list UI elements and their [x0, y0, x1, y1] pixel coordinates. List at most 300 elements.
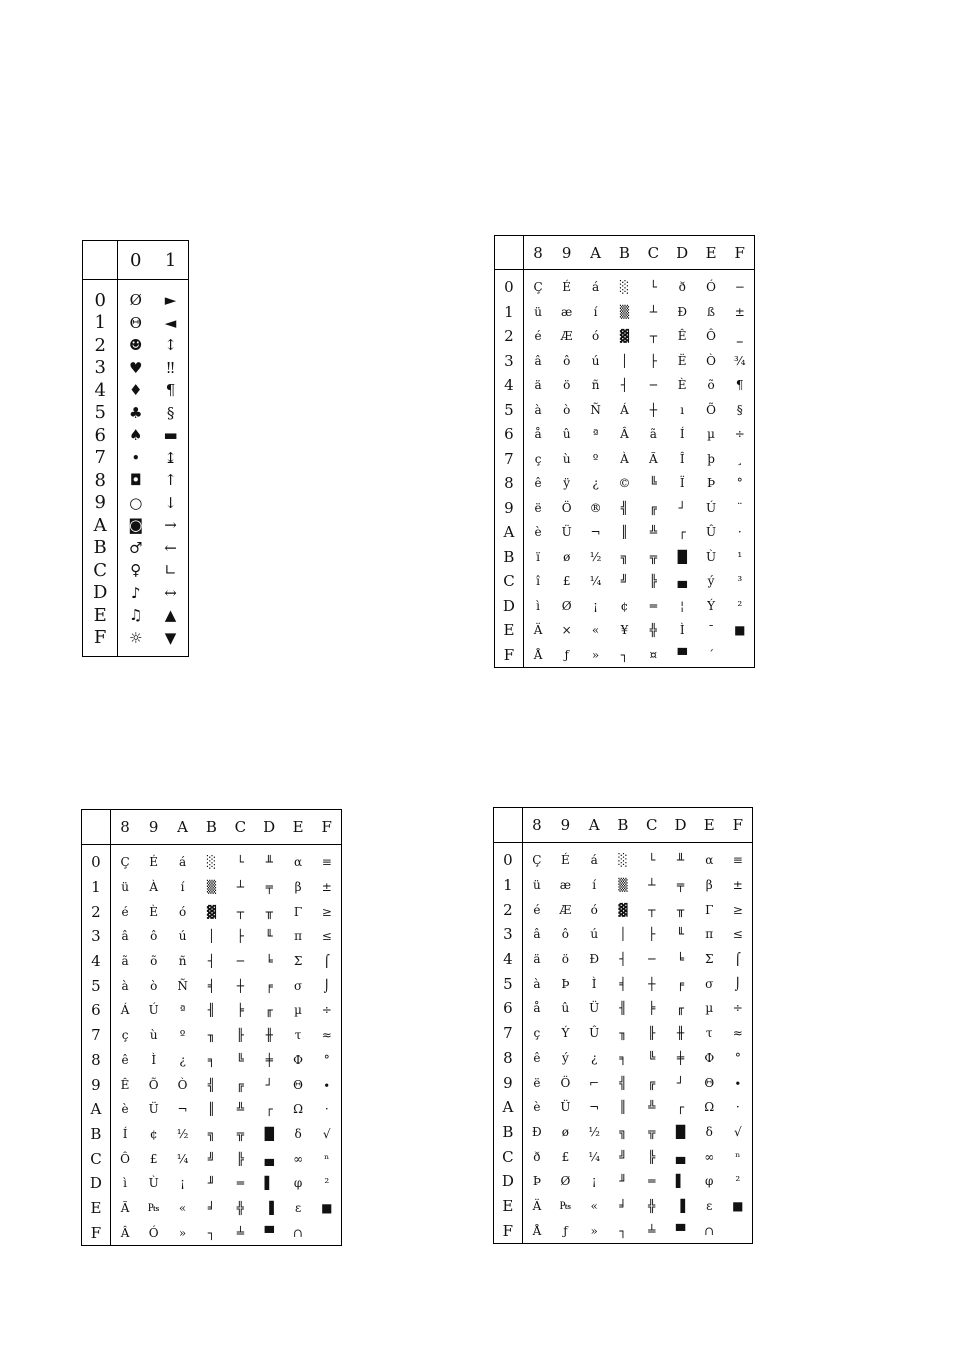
char-cell: å — [534, 427, 542, 442]
column-header: C — [226, 810, 255, 845]
table-row — [82, 1097, 342, 1122]
char-cell: â — [121, 929, 129, 944]
char-cell: ╟ — [648, 1026, 656, 1041]
row-header: 0 — [495, 270, 524, 300]
table-row — [494, 922, 753, 947]
corner-cell — [495, 236, 524, 270]
column-header: 1 — [153, 241, 188, 280]
char-cell: ╩ — [649, 525, 657, 540]
char-cell: α — [705, 853, 714, 868]
char-cell: ù — [562, 451, 571, 466]
char-cell: ñ — [591, 378, 600, 393]
char-cell: β — [705, 878, 713, 893]
char-cell: █ — [264, 1126, 274, 1141]
char-cell: ▒ — [619, 304, 630, 319]
table-row — [495, 447, 755, 472]
table-row — [494, 873, 753, 898]
char-cell: õ — [150, 954, 158, 969]
char-cell: ╡ — [619, 976, 627, 991]
char-cell: │ — [207, 929, 216, 944]
char-cell: ☻ — [129, 336, 143, 355]
char-cell: ° — [734, 1050, 741, 1065]
char-cell: á — [591, 280, 600, 295]
char-cell: ö — [561, 952, 570, 967]
char-cell: é — [534, 329, 542, 344]
table-row — [83, 492, 189, 515]
column-header-row — [494, 808, 753, 843]
table-row — [495, 643, 755, 668]
char-cell: Î — [679, 451, 685, 466]
char-cell: Ü — [561, 525, 572, 540]
char-cell: Ø — [561, 598, 572, 613]
char-cell: ≈ — [732, 1026, 743, 1041]
char-cell: ░ — [618, 853, 628, 868]
char-cell: π — [294, 929, 302, 944]
char-cell: ► — [164, 291, 177, 310]
char-cell: ê — [533, 1050, 541, 1065]
char-cell: È — [149, 904, 159, 919]
char-cell: µ — [294, 1003, 302, 1018]
char-cell: ┘ — [678, 500, 686, 515]
char-cell: § — [166, 403, 175, 422]
char-cell: ³ — [737, 574, 743, 589]
char-cell: ± — [321, 880, 332, 895]
char-cell: │ — [620, 353, 629, 368]
char-cell: β — [294, 880, 302, 895]
char-cell: â — [534, 353, 542, 368]
column-header: C — [639, 236, 668, 270]
char-cell: ý — [562, 1050, 569, 1065]
table-row — [494, 897, 753, 922]
char-cell: ├ — [649, 353, 657, 368]
char-cell: ì — [536, 598, 540, 613]
row-header: 4 — [495, 373, 524, 398]
char-cell: ¢ — [149, 1126, 158, 1141]
char-cell: ╛ — [619, 1198, 627, 1213]
char-cell: ┌ — [678, 525, 686, 540]
char-cell: â — [533, 927, 541, 942]
char-cell: ╦ — [648, 1124, 656, 1139]
table-row — [82, 1023, 342, 1048]
code-page-table-bottom-right — [493, 807, 753, 1244]
char-cell: ù — [149, 1028, 158, 1043]
char-cell: Ã — [120, 1200, 130, 1215]
row-header: E — [83, 604, 118, 627]
char-cell: Γ — [705, 902, 714, 917]
char-cell: ‼ — [166, 358, 175, 377]
char-cell: ¬ — [177, 1102, 188, 1117]
char-cell: Æ — [559, 902, 572, 917]
char-cell: é — [121, 904, 129, 919]
row-header: 1 — [494, 873, 523, 898]
char-cell: ╫ — [265, 1028, 273, 1043]
char-cell: ╨ — [676, 853, 685, 868]
char-cell: τ — [705, 1026, 713, 1041]
char-cell: Ë — [677, 353, 687, 368]
char-cell: ▌ — [264, 1176, 274, 1191]
char-cell: ¨ — [736, 500, 743, 515]
char-cell: ▄ — [264, 1151, 274, 1166]
char-cell: ┴ — [648, 878, 656, 893]
char-cell: ¡ — [593, 598, 598, 613]
row-header: E — [495, 618, 524, 643]
char-cell: φ — [705, 1174, 714, 1189]
char-cell: σ — [293, 978, 303, 993]
char-cell: ò — [150, 978, 158, 993]
char-cell: ö — [563, 378, 571, 393]
char-cell: ┌ — [265, 1102, 273, 1117]
char-cell: ⁿ — [324, 1151, 330, 1166]
column-header-row — [82, 810, 342, 845]
code-page-table-bottom-left — [81, 809, 342, 1246]
char-cell: Þ — [707, 476, 716, 491]
char-cell: Φ — [704, 1050, 715, 1065]
char-cell: ↓ — [164, 493, 177, 512]
char-cell: É — [562, 280, 572, 295]
char-cell: Þ — [561, 976, 570, 991]
char-cell: ≈ — [321, 1028, 332, 1043]
table-row — [495, 618, 755, 643]
char-cell: ↕ — [164, 336, 177, 355]
char-cell: ╖ — [619, 1026, 627, 1041]
char-cell: ò — [563, 402, 571, 417]
char-cell: ╔ — [648, 1075, 656, 1090]
char-cell: ¿ — [592, 476, 599, 491]
table-row — [82, 1171, 342, 1196]
char-cell: ⌡ — [323, 978, 330, 993]
char-cell: ▓ — [206, 904, 217, 919]
char-cell — [724, 1218, 753, 1243]
char-cell: • — [131, 448, 141, 467]
char-cell: ♦ — [129, 381, 143, 400]
char-cell: î — [536, 574, 540, 589]
corner-cell — [82, 810, 111, 845]
table-row — [495, 398, 755, 423]
char-cell: ♣ — [129, 403, 143, 422]
char-cell: ╪ — [265, 1052, 273, 1067]
char-cell: ┴ — [649, 304, 657, 319]
char-cell: − — [734, 280, 745, 295]
char-cell: Þ — [532, 1174, 541, 1189]
column-header: 9 — [139, 810, 168, 845]
char-cell: Å — [533, 647, 543, 662]
char-cell: ▀ — [675, 1223, 686, 1238]
row-header: 8 — [495, 471, 524, 496]
char-cell: á — [590, 853, 598, 868]
char-cell: ¤ — [649, 647, 658, 662]
char-cell: ╖ — [207, 1028, 216, 1043]
char-cell: ⌠ — [734, 952, 741, 967]
table-row — [82, 899, 342, 924]
char-cell: └ — [236, 855, 244, 870]
char-cell: Ê — [120, 1077, 130, 1092]
char-cell: ├ — [236, 929, 244, 944]
row-header: 6 — [82, 998, 111, 1023]
char-cell: Ç — [532, 853, 542, 868]
char-cell: ╞ — [648, 1001, 656, 1016]
table-row — [83, 604, 189, 627]
char-cell: → — [164, 516, 177, 535]
char-cell: ø — [563, 549, 571, 564]
char-cell: ═ — [648, 1174, 656, 1189]
row-header: 2 — [83, 334, 118, 357]
char-cell: û — [561, 1001, 570, 1016]
char-cell: Â — [120, 1225, 130, 1240]
row-header: B — [83, 537, 118, 560]
char-cell: ≡ — [321, 855, 332, 870]
char-cell: ▬ — [163, 426, 178, 445]
char-cell: ë — [533, 1075, 541, 1090]
table-row — [495, 300, 755, 325]
char-cell: ─ — [236, 954, 244, 969]
char-cell: ║ — [620, 525, 629, 540]
char-cell: á — [178, 855, 187, 870]
char-cell: Ü — [589, 1001, 600, 1016]
char-cell: Ó — [148, 1225, 159, 1240]
table-row — [494, 1194, 753, 1219]
row-header: F — [83, 627, 118, 657]
char-cell: ↑ — [164, 471, 177, 490]
char-cell: ô — [150, 929, 158, 944]
row-header: 2 — [494, 897, 523, 922]
char-cell: ▼ — [164, 628, 177, 647]
char-cell: ü — [533, 878, 541, 893]
table-row — [83, 582, 189, 605]
char-cell: ≡ — [732, 853, 743, 868]
char-cell: £ — [562, 574, 571, 589]
column-header: C — [637, 808, 666, 843]
char-cell: Ç — [120, 855, 130, 870]
code-page-table-top-right — [494, 235, 755, 668]
char-cell: ÿ — [563, 476, 571, 491]
char-cell: ╧ — [236, 1225, 244, 1240]
row-header: 1 — [495, 300, 524, 325]
char-cell: ó — [591, 329, 600, 344]
char-cell: ┴ — [236, 880, 244, 895]
char-cell: Æ — [560, 329, 573, 344]
table-row — [494, 1021, 753, 1046]
char-cell: ╠ — [236, 1151, 244, 1166]
char-cell: ╙ — [676, 927, 685, 942]
char-cell: ² — [737, 598, 743, 613]
column-header: B — [197, 810, 226, 845]
char-cell: ó — [590, 902, 598, 917]
char-cell: ╗ — [619, 1124, 627, 1139]
row-header: 6 — [494, 996, 523, 1021]
table-row — [494, 971, 753, 996]
char-cell: Ð — [532, 1124, 542, 1139]
char-cell: à — [121, 978, 129, 993]
char-cell: © — [618, 476, 631, 491]
table-row — [82, 1146, 342, 1171]
row-header: 5 — [495, 398, 524, 423]
char-cell: ∞ — [704, 1149, 715, 1164]
char-cell: ƒ — [564, 647, 569, 662]
char-cell: ║ — [619, 1100, 627, 1115]
char-cell: ─ — [648, 952, 656, 967]
char-cell: ú — [178, 929, 187, 944]
char-cell: ¢ — [620, 598, 629, 613]
char-cell: Σ — [705, 952, 714, 967]
char-cell: ┼ — [236, 978, 244, 993]
char-cell: Ò — [177, 1077, 188, 1092]
table-row — [82, 998, 342, 1023]
char-cell: ä — [533, 952, 541, 967]
row-header: C — [495, 569, 524, 594]
char-cell: ╤ — [676, 878, 685, 893]
column-header: D — [666, 808, 695, 843]
table-row — [495, 545, 755, 570]
char-cell: ═ — [649, 598, 657, 613]
char-cell: ¯ — [708, 623, 715, 638]
char-cell: ╧ — [648, 1223, 656, 1238]
char-cell: ╝ — [619, 1149, 627, 1164]
char-cell: ╩ — [648, 1100, 656, 1115]
table-row — [83, 469, 189, 492]
row-header: 4 — [494, 947, 523, 972]
char-cell — [726, 643, 755, 668]
char-cell: ê — [534, 476, 542, 491]
char-cell: ╘ — [676, 952, 685, 967]
char-cell: ¡ — [591, 1174, 597, 1189]
char-cell: Ω — [293, 1102, 304, 1117]
row-header: 6 — [495, 422, 524, 447]
table-row — [82, 1048, 342, 1073]
char-cell: « — [591, 623, 600, 638]
char-cell: ┬ — [648, 902, 656, 917]
char-cell: Θ — [129, 313, 142, 332]
char-cell: ▲ — [164, 606, 177, 625]
row-header: 7 — [83, 447, 118, 470]
char-cell: à — [533, 976, 541, 991]
table-row — [83, 357, 189, 380]
column-header: A — [581, 236, 610, 270]
char-cell: û — [562, 427, 571, 442]
char-cell: π — [705, 927, 714, 942]
row-header: 8 — [82, 1048, 111, 1073]
char-cell: º — [592, 451, 599, 466]
char-cell: Û — [589, 1026, 600, 1041]
column-header: A — [580, 808, 609, 843]
char-cell: ∞ — [293, 1151, 304, 1166]
char-cell: ú — [591, 353, 600, 368]
char-cell: ■ — [321, 1200, 333, 1215]
table-row — [494, 1120, 753, 1145]
char-cell: ◄ — [164, 313, 177, 332]
char-cell: Ì — [679, 623, 685, 638]
table-row — [83, 514, 189, 537]
char-cell: ▌ — [675, 1174, 686, 1189]
row-header: B — [495, 545, 524, 570]
char-cell: ╟ — [236, 1028, 244, 1043]
char-cell: ÷ — [732, 1001, 743, 1016]
char-cell: Ñ — [177, 978, 188, 993]
char-cell: Ï — [679, 476, 685, 491]
char-cell: ã — [649, 427, 657, 442]
char-cell: ç — [533, 1026, 541, 1041]
char-cell: ╚ — [649, 476, 657, 491]
row-header: 9 — [82, 1072, 111, 1097]
column-header: E — [697, 236, 726, 270]
table-row — [82, 1122, 342, 1147]
char-cell: ∙ — [734, 1075, 741, 1090]
char-cell: · — [324, 1102, 329, 1117]
char-cell: Ö — [560, 1075, 571, 1090]
char-cell: ¼ — [176, 1151, 189, 1166]
row-header: 2 — [495, 324, 524, 349]
char-cell: ╞ — [236, 1003, 244, 1018]
char-cell: ╦ — [649, 549, 657, 564]
row-header: F — [495, 643, 524, 668]
char-cell: ì — [123, 1176, 127, 1191]
char-cell: ® — [589, 500, 602, 515]
char-cell: ─ — [649, 378, 657, 393]
char-cell: ↨ — [164, 448, 177, 467]
char-cell — [313, 1220, 342, 1245]
table-row — [83, 334, 189, 357]
char-cell: õ — [707, 378, 715, 393]
char-cell: ╠ — [648, 1149, 656, 1164]
char-cell: Ü — [148, 1102, 159, 1117]
table-row — [494, 1095, 753, 1120]
table-row — [83, 537, 189, 560]
char-cell: æ — [561, 304, 573, 319]
char-cell: ß — [707, 304, 716, 319]
char-cell: ┤ — [207, 954, 216, 969]
char-cell: ═ — [236, 1176, 244, 1191]
char-cell: ┘ — [676, 1075, 685, 1090]
char-cell: █ — [677, 549, 687, 564]
row-header: A — [494, 1095, 523, 1120]
char-cell: ∟ — [164, 561, 177, 580]
char-cell: Ú — [148, 1003, 159, 1018]
table-row — [494, 1144, 753, 1169]
char-cell: ï — [536, 549, 540, 564]
char-cell: ┤ — [619, 952, 627, 967]
table-row — [82, 875, 342, 900]
char-cell: ☼ — [129, 628, 143, 647]
char-cell: ² — [324, 1176, 330, 1191]
char-cell: ╬ — [649, 623, 657, 638]
char-cell: ♀ — [130, 561, 142, 580]
char-cell: Γ — [293, 904, 303, 919]
char-cell: ¬ — [589, 1100, 600, 1115]
table-row — [82, 924, 342, 949]
table-row — [82, 845, 342, 875]
table-row — [83, 312, 189, 335]
char-cell: ■ — [732, 1198, 744, 1213]
table-row — [495, 349, 755, 374]
column-header: 9 — [551, 808, 580, 843]
table-row — [495, 520, 755, 545]
char-cell: Ý — [561, 1026, 570, 1041]
char-cell: ◘ — [129, 471, 142, 490]
char-cell: √ — [322, 1126, 331, 1141]
row-header: 3 — [494, 922, 523, 947]
char-cell: ♠ — [129, 426, 143, 445]
char-cell: Ò — [706, 353, 716, 368]
char-cell: ⌡ — [734, 976, 741, 991]
char-cell: φ — [293, 1176, 303, 1191]
column-header: A — [168, 810, 197, 845]
char-cell: ⁿ — [735, 1149, 741, 1164]
row-header: D — [82, 1171, 111, 1196]
char-cell: ⌐ — [589, 1075, 600, 1090]
char-cell: « — [590, 1198, 598, 1213]
table-row — [495, 324, 755, 349]
char-cell: ô — [561, 927, 570, 942]
char-cell: ╜ — [619, 1174, 627, 1189]
